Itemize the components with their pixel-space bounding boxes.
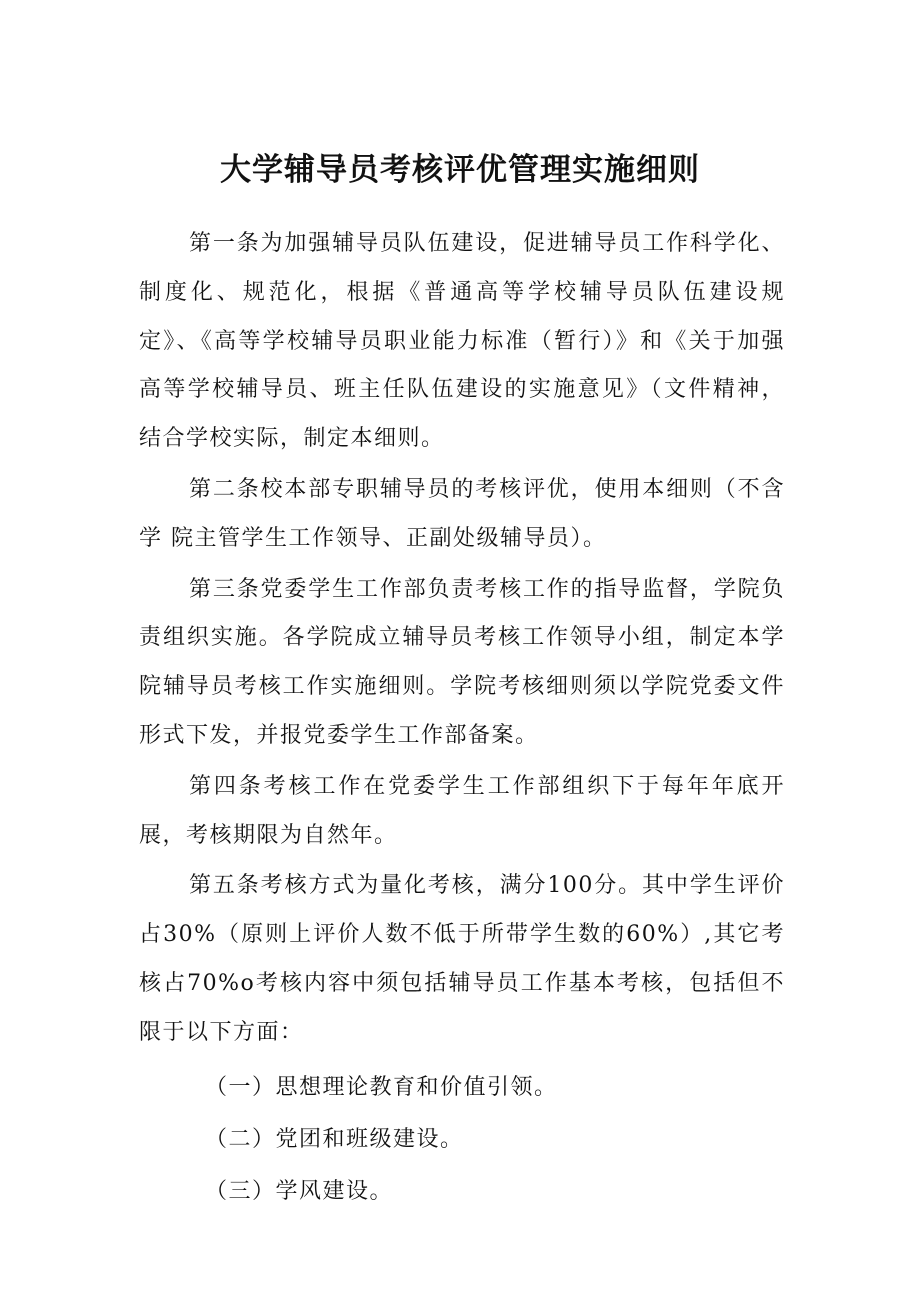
list-item-1: （一）思想理论教育和价值引领。 bbox=[205, 1074, 558, 1100]
document-title: 大学辅导员考核评优管理实施细则 bbox=[220, 152, 700, 188]
article-1: 第一条为加强辅导员队伍建设，促进辅导员工作科学化、制度化、规范化，根据《普通高等学校辅导员队伍建设规定》、《高等学校辅导员职业能力标准（暂行）》和《关于加强高等学校辅导员、班主任队伍建设的实施意见》（文件精神，结合学校实际，制定本细则。 bbox=[139, 231, 785, 452]
list-item-3: （三）学风建设。 bbox=[205, 1178, 394, 1204]
article-2: 第二条校本部专职辅导员的考核评优，使用本细则（不含学 院主管学生工作领导、正副处级辅导员）。 bbox=[139, 476, 785, 551]
document-body bbox=[139, 220, 785, 1218]
article-3: 第三条党委学生工作部负责考核工作的指导监督，学院负责组织实施。各学院成立辅导员考核工作领导小组，制定本学院辅导员考核工作实施细则。学院考核细则须以学院党委文件形式下发，并报党委学生工作部备案。 bbox=[139, 576, 785, 748]
article-5: 第五条考核方式为量化考核，满分100分。其中学生评价占30%（原则上评价人数不低于所带学生数的60%）,其它考核占70%o考核内容中须包括辅导员工作基本考核，包括但不限于以下方面： bbox=[139, 873, 785, 1045]
article-4: 第四条考核工作在党委学生工作部组织下于每年年底开展，考核期限为自然年。 bbox=[139, 773, 785, 848]
list-item-2: （二）党团和班级建设。 bbox=[205, 1126, 464, 1152]
